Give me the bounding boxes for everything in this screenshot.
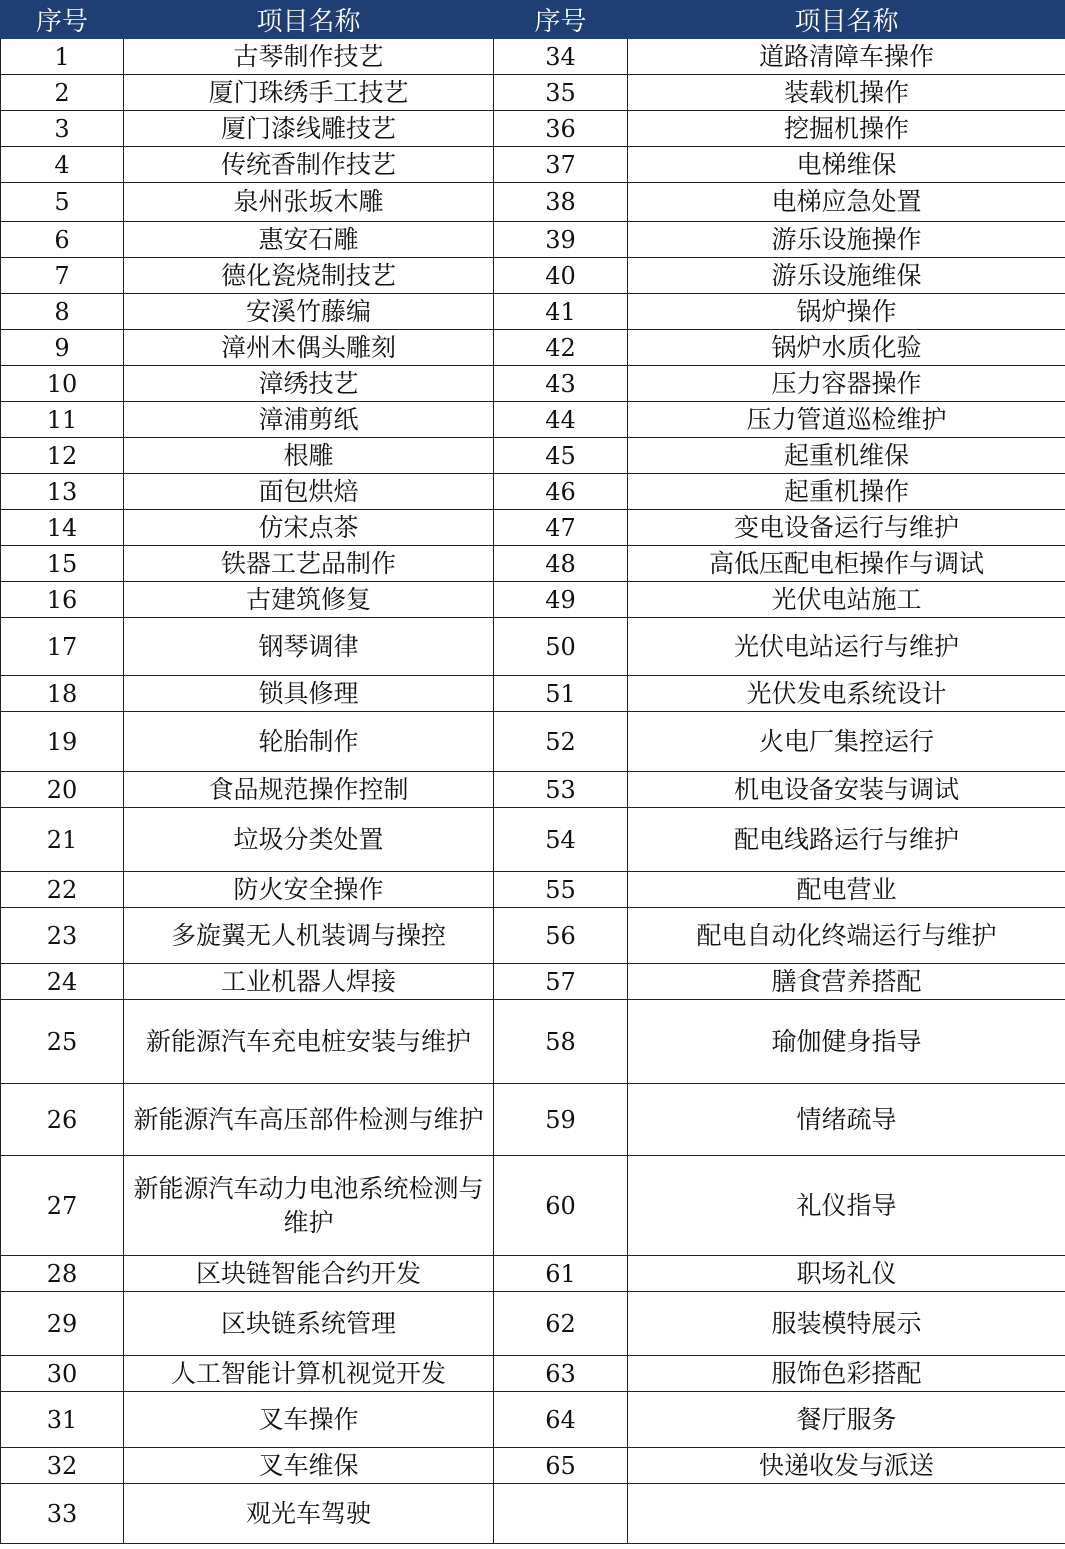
row-number-left: 18: [1, 676, 124, 712]
row-number-left: 32: [1, 1448, 124, 1484]
project-name-right: 电梯维保: [628, 147, 1065, 183]
row-number-left: 8: [1, 294, 124, 330]
table-row: [1, 402, 1065, 438]
project-name-left: 观光车驾驶: [124, 1484, 494, 1544]
project-name-right: 配电自动化终端运行与维护: [628, 908, 1065, 964]
table-row: [1, 1256, 1065, 1292]
row-number-right: 56: [494, 908, 628, 964]
row-number-right: 41: [494, 294, 628, 330]
row-number-right: 40: [494, 258, 628, 294]
row-number-left: 14: [1, 510, 124, 546]
table-row: [1, 39, 1065, 75]
project-name-right: 机电设备安装与调试: [628, 772, 1065, 808]
table-row: [1, 712, 1065, 772]
row-number-left: 12: [1, 438, 124, 474]
row-number-right: 48: [494, 546, 628, 582]
row-number-right: 50: [494, 618, 628, 676]
table-row: [1, 510, 1065, 546]
project-name-left: 漳浦剪纸: [124, 402, 494, 438]
row-number-left: 3: [1, 111, 124, 147]
table-row: [1, 582, 1065, 618]
project-name-right: 起重机操作: [628, 474, 1065, 510]
row-number-right: 57: [494, 964, 628, 1000]
row-number-right: 42: [494, 330, 628, 366]
project-name-right: 锅炉水质化验: [628, 330, 1065, 366]
project-name-left: 工业机器人焊接: [124, 964, 494, 1000]
project-name-left: 铁器工艺品制作: [124, 546, 494, 582]
table-row: [1, 772, 1065, 808]
project-name-left: 区块链系统管理: [124, 1292, 494, 1356]
table-row: [1, 1000, 1065, 1084]
row-number-left: 20: [1, 772, 124, 808]
project-name-left: 厦门漆线雕技艺: [124, 111, 494, 147]
header-name-col-left: 项目名称: [124, 1, 494, 39]
table-row: [1, 330, 1065, 366]
table-row: [1, 908, 1065, 964]
project-name-right: 锅炉操作: [628, 294, 1065, 330]
project-name-right: 压力容器操作: [628, 366, 1065, 402]
row-number-right: 60: [494, 1156, 628, 1256]
project-name-right: 礼仪指导: [628, 1156, 1065, 1256]
table-body: [1, 39, 1065, 1544]
row-number-right: 49: [494, 582, 628, 618]
project-name-left: 漳州木偶头雕刻: [124, 330, 494, 366]
row-number-left: 22: [1, 872, 124, 908]
project-name-left: 厦门珠绣手工技艺: [124, 75, 494, 111]
row-number-left: 6: [1, 222, 124, 258]
project-name-right: 装载机操作: [628, 75, 1065, 111]
row-number-right: 36: [494, 111, 628, 147]
header-name-col-right: 项目名称: [628, 1, 1065, 39]
project-name-left: 漳绣技艺: [124, 366, 494, 402]
project-name-right: 光伏发电系统设计: [628, 676, 1065, 712]
row-number-right: 39: [494, 222, 628, 258]
project-name-right: 膳食营养搭配: [628, 964, 1065, 1000]
row-number-left: 31: [1, 1392, 124, 1448]
project-name-left: 锁具修理: [124, 676, 494, 712]
table-row: [1, 546, 1065, 582]
row-number-left: 29: [1, 1292, 124, 1356]
project-name-right: 情绪疏导: [628, 1084, 1065, 1156]
project-name-left: 惠安石雕: [124, 222, 494, 258]
row-number-left: 7: [1, 258, 124, 294]
row-number-right: 34: [494, 39, 628, 75]
row-number-right: 65: [494, 1448, 628, 1484]
table-row: [1, 1292, 1065, 1356]
project-name-right: 光伏电站施工: [628, 582, 1065, 618]
row-number-left: 24: [1, 964, 124, 1000]
row-number-right: 52: [494, 712, 628, 772]
project-name-right: 餐厅服务: [628, 1392, 1065, 1448]
row-number-right: 62: [494, 1292, 628, 1356]
row-number-right: 35: [494, 75, 628, 111]
row-number-right: 61: [494, 1256, 628, 1292]
project-name-left: 安溪竹藤编: [124, 294, 494, 330]
row-number-left: 16: [1, 582, 124, 618]
project-name-right: 服装模特展示: [628, 1292, 1065, 1356]
project-name-right: [628, 1484, 1065, 1544]
row-number-right: 46: [494, 474, 628, 510]
project-name-left: 根雕: [124, 438, 494, 474]
header-number-col-left: 序号: [1, 1, 124, 39]
row-number-right: 59: [494, 1084, 628, 1156]
table-row: [1, 1392, 1065, 1448]
row-number-left: 1: [1, 39, 124, 75]
project-name-left: 人工智能计算机视觉开发: [124, 1356, 494, 1392]
table-row: [1, 222, 1065, 258]
table-row: [1, 618, 1065, 676]
row-number-right: 64: [494, 1392, 628, 1448]
row-number-left: 11: [1, 402, 124, 438]
row-number-left: 10: [1, 366, 124, 402]
project-name-right: 挖掘机操作: [628, 111, 1065, 147]
project-name-right: 职场礼仪: [628, 1256, 1065, 1292]
row-number-left: 21: [1, 808, 124, 872]
row-number-left: 26: [1, 1084, 124, 1156]
row-number-right: 63: [494, 1356, 628, 1392]
table-row: [1, 258, 1065, 294]
row-number-left: 27: [1, 1156, 124, 1256]
row-number-right: 54: [494, 808, 628, 872]
project-name-left: 德化瓷烧制技艺: [124, 258, 494, 294]
header-number-col-right: 序号: [494, 1, 628, 39]
project-name-left: 古建筑修复: [124, 582, 494, 618]
project-name-right: 服饰色彩搭配: [628, 1356, 1065, 1392]
project-name-left: 防火安全操作: [124, 872, 494, 908]
project-name-left: 泉州张坂木雕: [124, 183, 494, 222]
project-name-right: 游乐设施操作: [628, 222, 1065, 258]
project-name-right: 快递收发与派送: [628, 1448, 1065, 1484]
table-row: [1, 1448, 1065, 1484]
project-name-left: 食品规范操作控制: [124, 772, 494, 808]
row-number-left: 23: [1, 908, 124, 964]
project-name-right: 电梯应急处置: [628, 183, 1065, 222]
row-number-right: 37: [494, 147, 628, 183]
project-name-left: 仿宋点茶: [124, 510, 494, 546]
table-row: [1, 111, 1065, 147]
project-name-right: 游乐设施维保: [628, 258, 1065, 294]
row-number-right: 53: [494, 772, 628, 808]
table-row: [1, 676, 1065, 712]
table-row: [1, 147, 1065, 183]
project-name-left: 传统香制作技艺: [124, 147, 494, 183]
project-name-left: 区块链智能合约开发: [124, 1256, 494, 1292]
row-number-right: 55: [494, 872, 628, 908]
project-name-left: 叉车操作: [124, 1392, 494, 1448]
row-number-left: 4: [1, 147, 124, 183]
project-name-left: 叉车维保: [124, 1448, 494, 1484]
table-row: [1, 294, 1065, 330]
row-number-right: 51: [494, 676, 628, 712]
row-number-left: 5: [1, 183, 124, 222]
table-row: [1, 808, 1065, 872]
table-row: [1, 1084, 1065, 1156]
table-row: [1, 872, 1065, 908]
project-name-right: 压力管道巡检维护: [628, 402, 1065, 438]
project-name-right: 起重机维保: [628, 438, 1065, 474]
project-name-right: 道路清障车操作: [628, 39, 1065, 75]
table-row: [1, 438, 1065, 474]
row-number-left: 2: [1, 75, 124, 111]
project-name-left: 轮胎制作: [124, 712, 494, 772]
project-name-left: 面包烘焙: [124, 474, 494, 510]
row-number-left: 19: [1, 712, 124, 772]
row-number-left: 13: [1, 474, 124, 510]
project-name-right: 光伏电站运行与维护: [628, 618, 1065, 676]
table-row: [1, 366, 1065, 402]
row-number-left: 9: [1, 330, 124, 366]
table-row: [1, 964, 1065, 1000]
project-name-right: 高低压配电柜操作与调试: [628, 546, 1065, 582]
row-number-left: 15: [1, 546, 124, 582]
row-number-right: 38: [494, 183, 628, 222]
project-name-right: 瑜伽健身指导: [628, 1000, 1065, 1084]
row-number-right: 43: [494, 366, 628, 402]
project-name-left: 多旋翼无人机装调与操控: [124, 908, 494, 964]
table-row: [1, 1356, 1065, 1392]
row-number-left: 25: [1, 1000, 124, 1084]
project-name-left: 垃圾分类处置: [124, 808, 494, 872]
row-number-right: 47: [494, 510, 628, 546]
row-number-right: 44: [494, 402, 628, 438]
header-row: [1, 1, 1065, 39]
table-row: [1, 183, 1065, 222]
project-name-right: 配电线路运行与维护: [628, 808, 1065, 872]
row-number-right: [494, 1484, 628, 1544]
table-row: [1, 1484, 1065, 1544]
project-name-left: 新能源汽车动力电池系统检测与维护: [124, 1156, 494, 1256]
table-row: [1, 474, 1065, 510]
project-name-right: 火电厂集控运行: [628, 712, 1065, 772]
table-row: [1, 75, 1065, 111]
project-name-left: 新能源汽车高压部件检测与维护: [124, 1084, 494, 1156]
row-number-left: 33: [1, 1484, 124, 1544]
project-name-right: 变电设备运行与维护: [628, 510, 1065, 546]
table-row: [1, 1156, 1065, 1256]
row-number-left: 28: [1, 1256, 124, 1292]
project-name-left: 古琴制作技艺: [124, 39, 494, 75]
row-number-right: 45: [494, 438, 628, 474]
project-name-left: 钢琴调律: [124, 618, 494, 676]
project-name-right: 配电营业: [628, 872, 1065, 908]
project-name-left: 新能源汽车充电桩安装与维护: [124, 1000, 494, 1084]
row-number-left: 17: [1, 618, 124, 676]
row-number-left: 30: [1, 1356, 124, 1392]
row-number-right: 58: [494, 1000, 628, 1084]
